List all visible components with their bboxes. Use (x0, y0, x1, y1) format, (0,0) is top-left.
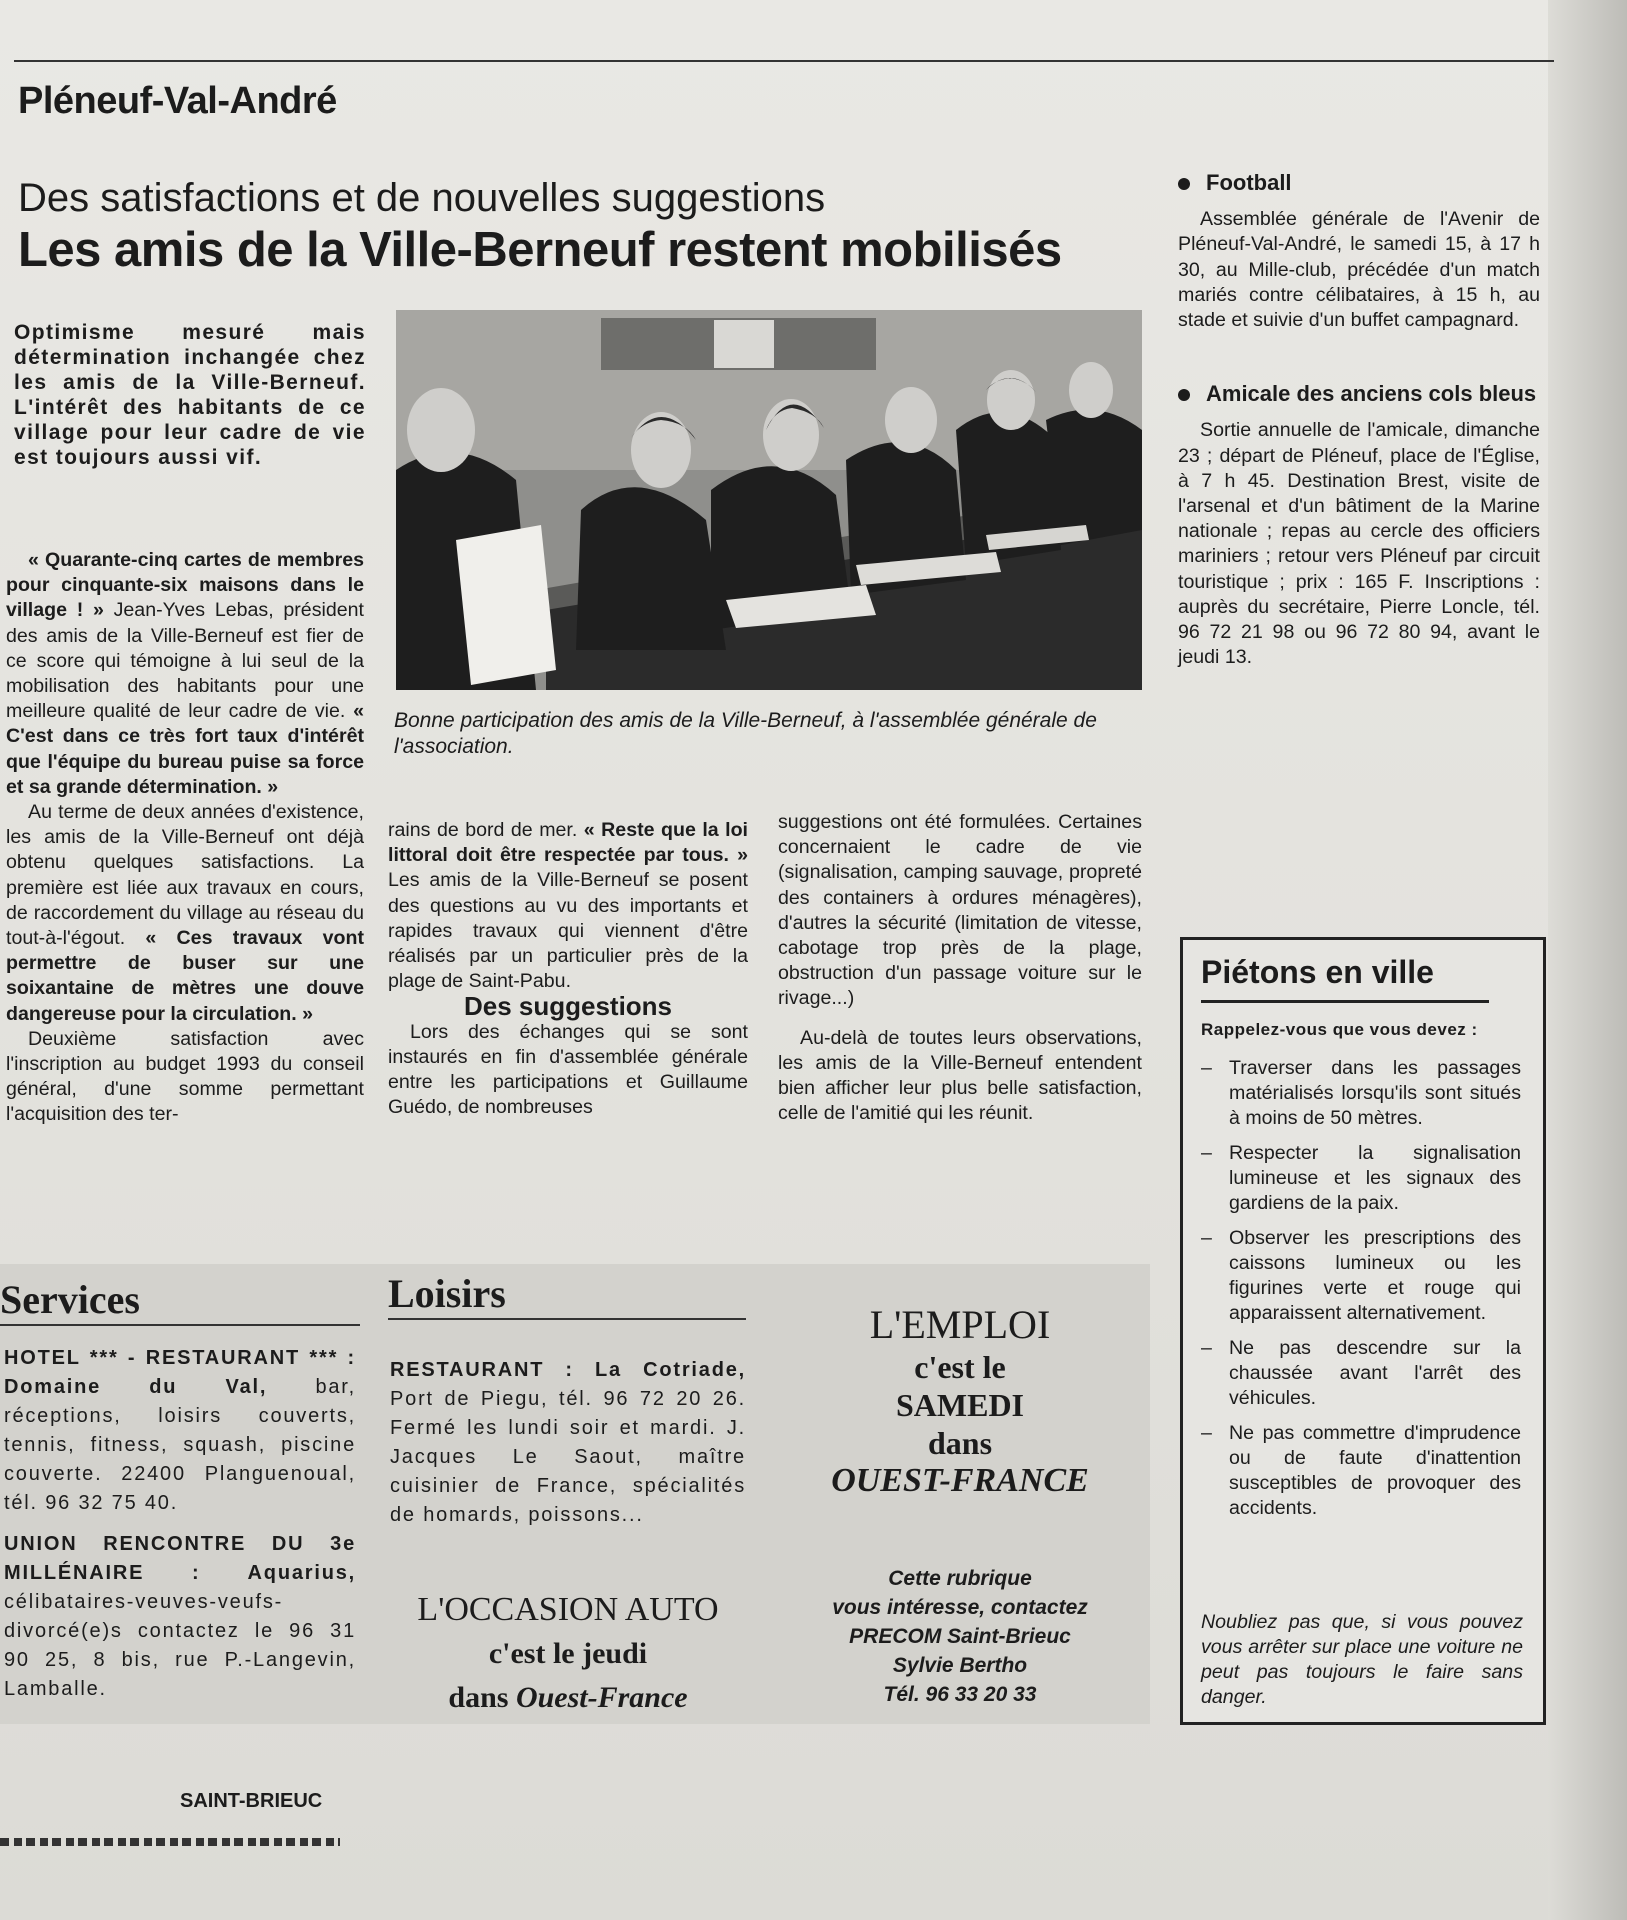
list-item (1201, 1336, 1521, 1411)
promo-line: c'est le (914, 1349, 1006, 1385)
ad-name: HOTEL *** - RESTAURANT *** : Domaine du Val, (4, 1347, 356, 1398)
contact-line: Tél. 96 33 20 33 (883, 1683, 1037, 1706)
promo-paper: Ouest-France (515, 1681, 688, 1714)
article-photo (396, 310, 1142, 690)
briefs-column (1178, 170, 1540, 670)
services-title: Services (0, 1277, 140, 1322)
ad-text: célibataires-veuves-veufs-divorcé(e)s contactez le 96 31 90 25, 8 bis, rue P.-Langevin, Lamballe. (4, 1591, 356, 1700)
emploi-contact (790, 1564, 1130, 1709)
brief-title-text: Amicale des anciens cols bleus (1206, 381, 1537, 407)
quote-bold: « Quarante-cinq cartes de membres pour cinquante-six maisons dans le village ! » (6, 549, 364, 622)
brief-text-football: Assemblée générale de l'Avenir de Pléneuf-Val-André, le samedi 15, à 17 h 30, au Mille-club, précédée d'un match mariés contre célibataires, à 15 h, au stade et suivie d'un buffet campagnard. (1178, 208, 1540, 332)
promo-text: dans (448, 1681, 516, 1714)
brief-title-amicale (1178, 381, 1540, 406)
promo-line: OUEST-FRANCE (831, 1462, 1089, 1499)
list-item (1201, 1141, 1521, 1216)
contact-line: Cette rubrique (888, 1567, 1032, 1590)
dash-icon: – (1201, 1337, 1212, 1359)
article-subhead: Des suggestions (463, 991, 673, 1022)
ad-hotel (4, 1344, 356, 1518)
pietons-title: Piétons en ville (1201, 954, 1434, 990)
promo-line: dans (927, 1425, 993, 1461)
classifieds-block (0, 1264, 1150, 1724)
paragraph-text: Au terme de deux années d'existence, les amis de la Ville-Berneuf ont déjà obtenu quelques satisfactions. La première est liée aux travaux en cours, de raccordement du village au réseau du tout-à-l'égout. (6, 801, 364, 950)
article-column-2 (388, 818, 748, 1120)
pietons-rule (1201, 1000, 1489, 1003)
paragraph-text: Jean-Yves Lebas, président des amis de la Ville-Berneuf est fier de ce score qui témoigne à lui seul de la mobilisation des habitants pour une meilleure qualité de leur cadre de vie. (6, 599, 364, 723)
paragraph-1 (6, 548, 364, 800)
brief-text-amicale: Sortie annuelle de l'amicale, dimanche 23 ; départ de Pléneuf, place de l'Église, à 7 h 45. Destination Brest, visite de l'arsenal et d'un bâtiment de la Marine nationale ; repas au cercle des officiers mariniers ; retour vers Pléneuf par circuit touristique ; prix : 165 F. Inscriptions : auprès du secrétaire, Pierre Loncle, tél. 96 72 21 98 ou 96 72 80 94, avant le jeudi 13. (1178, 419, 1540, 669)
ad-name: RESTAURANT : La Cotriade, (390, 1359, 746, 1381)
list-item (1201, 1226, 1521, 1326)
promo-line: SAMEDI (895, 1387, 1024, 1423)
contact-line: PRECOM Saint-Brieuc (849, 1625, 1071, 1648)
list-item-text: Respecter la signalisation lumineuse et les signaux des gardiens de la paix. (1229, 1142, 1521, 1214)
brief-title-text: Football (1206, 170, 1292, 195)
list-item-text: Ne pas commettre d'imprudence ou de faute d'inattention susceptibles de provoquer des accidents. (1229, 1422, 1521, 1519)
bullet-icon (1178, 178, 1190, 190)
paragraph-7: Au-delà de toutes leurs observations, les amis de la Ville-Berneuf entendent bien afficher leur plus belle satisfaction, celle de l'amitié qui les réunit. (778, 1026, 1142, 1125)
quote-bold: « C'est dans ce très fort taux d'intérêt que l'équipe du bureau puise sa force et sa grande détermination. » (6, 700, 364, 798)
dash-icon: – (1201, 1422, 1212, 1444)
services-rule (0, 1324, 360, 1326)
paragraph-text: Deuxième satisfaction avec l'inscription au budget 1993 du conseil général, d'une somme permettant l'acquisition des ter- (6, 1027, 364, 1126)
promo-line: L'OCCASION AUTO (417, 1591, 719, 1628)
paragraph-5: Lors des échanges qui se sont instaurés en fin d'assemblée générale entre les participations et Guillaume Guédo, de nombreuses (388, 1020, 748, 1119)
services-ads (4, 1344, 356, 1704)
dash-icon: – (1201, 1057, 1212, 1079)
loisirs-rule (388, 1318, 746, 1320)
contact-line: Sylvie Bertho (892, 1654, 1028, 1677)
bullet-icon (1178, 389, 1190, 401)
paragraph-4 (388, 818, 748, 994)
paragraph-6: suggestions ont été formulées. Certaines concernaient le cadre de vie (signalisation, camping sauvage, propreté des containers à ordures ménagères), d'autres la sécurité (limitation de vitesse, cabotage trop près de la plage, obstruction d'un passage voiture sur le rivage...) (778, 811, 1142, 1010)
ad-text: Port de Piegu, tél. 96 72 20 26. Fermé les lundi soir et mardi. J. Jacques Le Saout, maître cuisinier de France, spécialités de homards, poissons... (390, 1388, 746, 1526)
brief-title-football (1178, 170, 1540, 195)
paragraph-3 (6, 1027, 364, 1128)
list-item (1201, 1056, 1521, 1131)
article-column-3 (778, 810, 1142, 1126)
promo-line: c'est le jeudi (488, 1637, 648, 1670)
quote-bold: « Reste que la loi littoral doit être respectée par tous. » (388, 819, 748, 867)
pietons-intro: Rappelez-vous que vous devez : (1201, 1020, 1478, 1039)
paragraph-2 (6, 800, 364, 1027)
article-column-1 (6, 548, 364, 1128)
promo-line: L'EMPLOI (869, 1302, 1051, 1347)
loisirs-title: Loisirs (388, 1271, 506, 1316)
contact-line: vous intéresse, contactez (832, 1596, 1088, 1619)
list-item-text: Traverser dans les passages matérialisés lorsqu'ils sont situés à moins de 50 mètres. (1229, 1057, 1521, 1129)
promo-line (388, 1676, 748, 1720)
paragraph-text: rains de bord de mer. (388, 819, 584, 841)
quote-bold: « Ces travaux vont permettre de buser sur une soixantaine de mètres une douve dangereuse pour la circulation. » (6, 927, 364, 1025)
photo-caption: Bonne participation des amis de la Ville-Berneuf, à l'assemblée générale de l'association. (394, 709, 1097, 758)
paper-edge (1548, 0, 1627, 1920)
ad-text: bar, réceptions, loisirs couverts, tennis, fitness, squash, piscine couverte. 22400 Planguenoual, tél. 96 32 75 40. (4, 1376, 356, 1514)
ad-rencontre (4, 1530, 356, 1704)
top-rule (14, 60, 1554, 62)
barcode-strip (0, 1838, 340, 1846)
dash-icon: – (1201, 1142, 1212, 1164)
list-item-text: Ne pas descendre sur la chaussée avant l'arrêt des véhicules. (1229, 1337, 1521, 1409)
article-headline: Les amis de la Ville-Berneuf restent mobilisés (18, 223, 1062, 277)
pietons-box (1180, 937, 1546, 1725)
list-item-text: Observer les prescriptions des caissons lumineux ou les figurines verte et rouge qui apparaissent alternativement. (1229, 1227, 1521, 1324)
list-item (1201, 1421, 1521, 1521)
emploi-promo (780, 1302, 1140, 1500)
meeting-photo-illustration (396, 310, 1142, 690)
pietons-outro: Noubliez pas que, si vous pouvez vous arrêter sur place une voiture ne peut pas toujours le faire sans danger. (1201, 1611, 1523, 1708)
paragraph-text: Les amis de la Ville-Berneuf se posent des questions au vu des importants et rapides travaux qui viennent d'être réalisés par un particulier près de la plage de Saint-Pabu. (388, 869, 748, 993)
pietons-list (1201, 1056, 1521, 1531)
article-kicker: Des satisfactions et de nouvelles suggestions (18, 176, 826, 220)
section-location: Pléneuf-Val-André (18, 80, 337, 122)
article-lead: Optimisme mesuré mais détermination inchangée chez les amis de la Ville-Berneuf. L'intérêt des habitants de ce village pour leur cadre de vie est toujours aussi vif. (14, 321, 366, 469)
loisirs-ad (390, 1356, 746, 1530)
ad-name: UNION RENCONTRE DU 3e MILLÉNAIRE : Aquarius, (4, 1533, 356, 1584)
occasion-auto-promo (388, 1588, 748, 1720)
dash-icon: – (1201, 1227, 1212, 1249)
edition-footer: SAINT-BRIEUC (180, 1790, 323, 1812)
